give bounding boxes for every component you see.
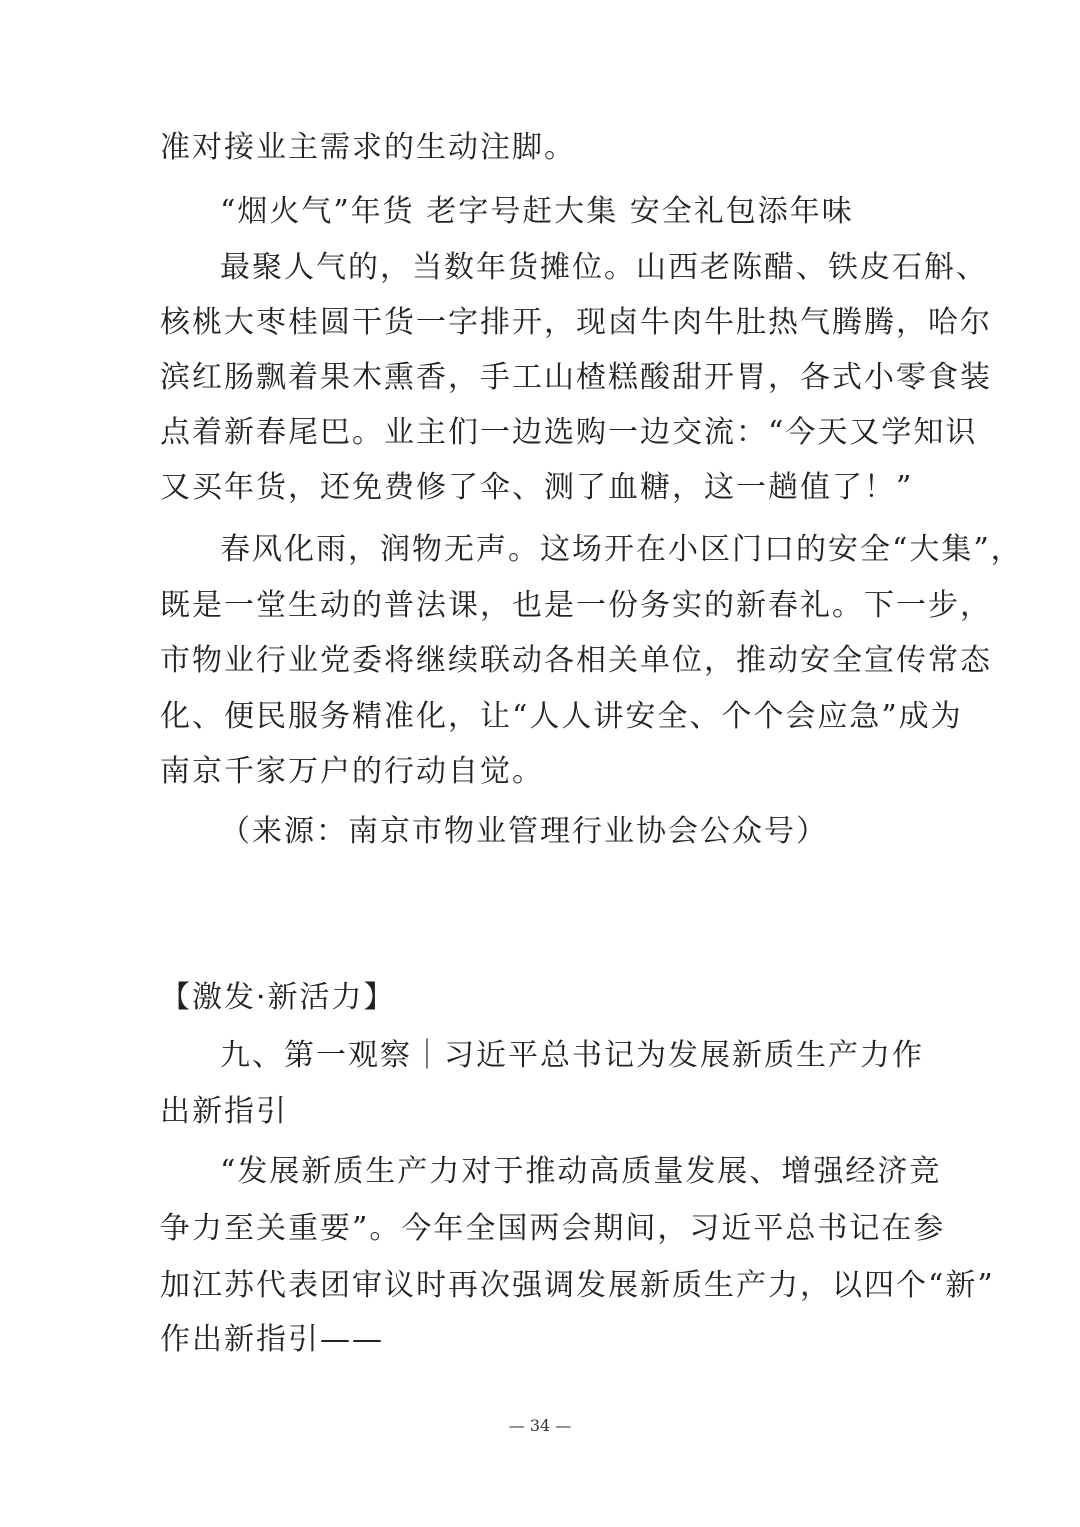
body-text-line: 点着新春尾巴。业主们一边选购一边交流：“今天又学知识 (160, 415, 978, 450)
body-text-line: 作出新指引—— (160, 1322, 384, 1357)
body-text-line: 既是一堂生动的普法课，也是一份务实的新春礼。下一步， (160, 588, 992, 623)
body-text-line: 春风化雨，润物无声。这场开在小区门口的安全“大集”， (220, 532, 1023, 567)
body-text-line: “发展新质生产力对于推动高质量发展、增强经济竞 (220, 1154, 942, 1189)
section-subheading: “烟火气”年货 老字号赶大集 安全礼包添年味 (220, 194, 854, 229)
body-text-line: 准对接业主需求的生动注脚。 (160, 130, 576, 165)
body-text-line: 滨红肠飘着果木熏香，手工山楂糕酸甜开胃，各式小零食装 (160, 360, 992, 395)
body-text-line: 加江苏代表团审议时再次强调发展新质生产力，以四个“新” (160, 1268, 995, 1303)
body-text-line: 最聚人气的，当数年货摊位。山西老陈醋、铁皮石斛、 (220, 250, 988, 285)
body-text-line: 核桃大枣桂圆干货一字排开，现卤牛肉牛肚热气腾腾，哈尔 (160, 305, 992, 340)
article-title-line: 九、第一观察｜习近平总书记为发展新质生产力作 (220, 1038, 924, 1073)
body-text-line: 化、便民服务精准化，让“人人讲安全、个个会应急”成为 (160, 699, 963, 734)
body-text-line: 南京千家万户的行动自觉。 (160, 754, 544, 789)
body-text-line: 市物业行业党委将继续联动各相关单位，推动安全宣传常态 (160, 643, 992, 678)
section-heading: 【激发·新活力】 (160, 980, 396, 1015)
body-text-line: 争力至关重要”。今年全国两会期间，习近平总书记在参 (160, 1211, 946, 1246)
source-attribution: （来源：南京市物业管理行业协会公众号） (220, 814, 828, 849)
body-text-line: 又买年货，还免费修了伞、测了血糖，这一趟值了！” (160, 470, 914, 505)
article-title-line: 出新指引 (160, 1094, 288, 1129)
page-number: — 34 — (508, 1416, 572, 1435)
